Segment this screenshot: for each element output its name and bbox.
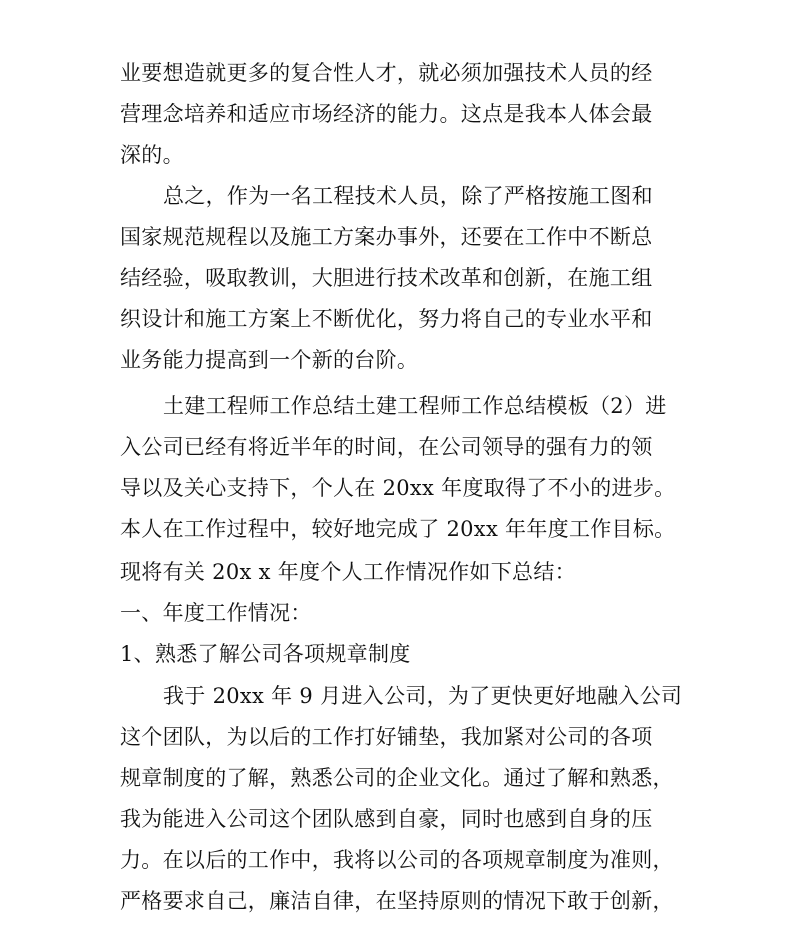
- text-line: 深的。: [120, 143, 184, 167]
- text-line: 业务能力提高到一个新的台阶。: [120, 348, 419, 372]
- text-line: 入公司已经有将近半年的时间，在公司领导的强有力的领: [120, 435, 653, 459]
- text-line: 导以及关心支持下，个人在 20xx 年度取得了不小的进步。: [120, 476, 676, 500]
- text-line: 织设计和施工方案上不断优化，努力将自己的专业水平和: [120, 307, 653, 331]
- text-line: 国家规范规程以及施工方案办事外，还要在工作中不断总: [120, 225, 653, 249]
- text-line: 这个团队，为以后的工作打好铺垫，我加紧对公司的各项: [120, 725, 653, 749]
- text-line: 结经验，吸取教训，大胆进行技术改革和创新，在施工组: [120, 266, 653, 290]
- text-line: 力。在以后的工作中，我将以公司的各项规章制度为准则，: [120, 848, 674, 872]
- text-line: 规章制度的了解，熟悉公司的企业文化。通过了解和熟悉，: [120, 766, 674, 790]
- text-line: 我为能进入公司这个团队感到自豪，同时也感到自身的压: [120, 807, 653, 831]
- text-line: 总之，作为一名工程技术人员，除了严格按施工图和: [163, 184, 653, 208]
- text-line: 我于 20xx 年 9 月进入公司，为了更快更好地融入公司: [163, 684, 683, 708]
- text-line: 严格要求自己，廉洁自律，在坚持原则的情况下敢于创新，: [120, 889, 674, 913]
- text-line: 营理念培养和适应市场经济的能力。这点是我本人体会最: [120, 102, 653, 126]
- text-line: 本人在工作过程中，较好地完成了 20xx 年年度工作目标。: [120, 517, 676, 541]
- text-line: 一、年度工作情况：: [120, 601, 312, 625]
- text-line: 1、熟悉了解公司各项规章制度: [120, 642, 411, 666]
- text-line: 现将有关 20x x 年度个人工作情况作如下总结：: [120, 560, 576, 584]
- text-line: 土建工程师工作总结土建工程师工作总结模板（2）进: [163, 394, 667, 418]
- text-line: 业要想造就更多的复合性人才，就必须加强技术人员的经: [120, 61, 653, 85]
